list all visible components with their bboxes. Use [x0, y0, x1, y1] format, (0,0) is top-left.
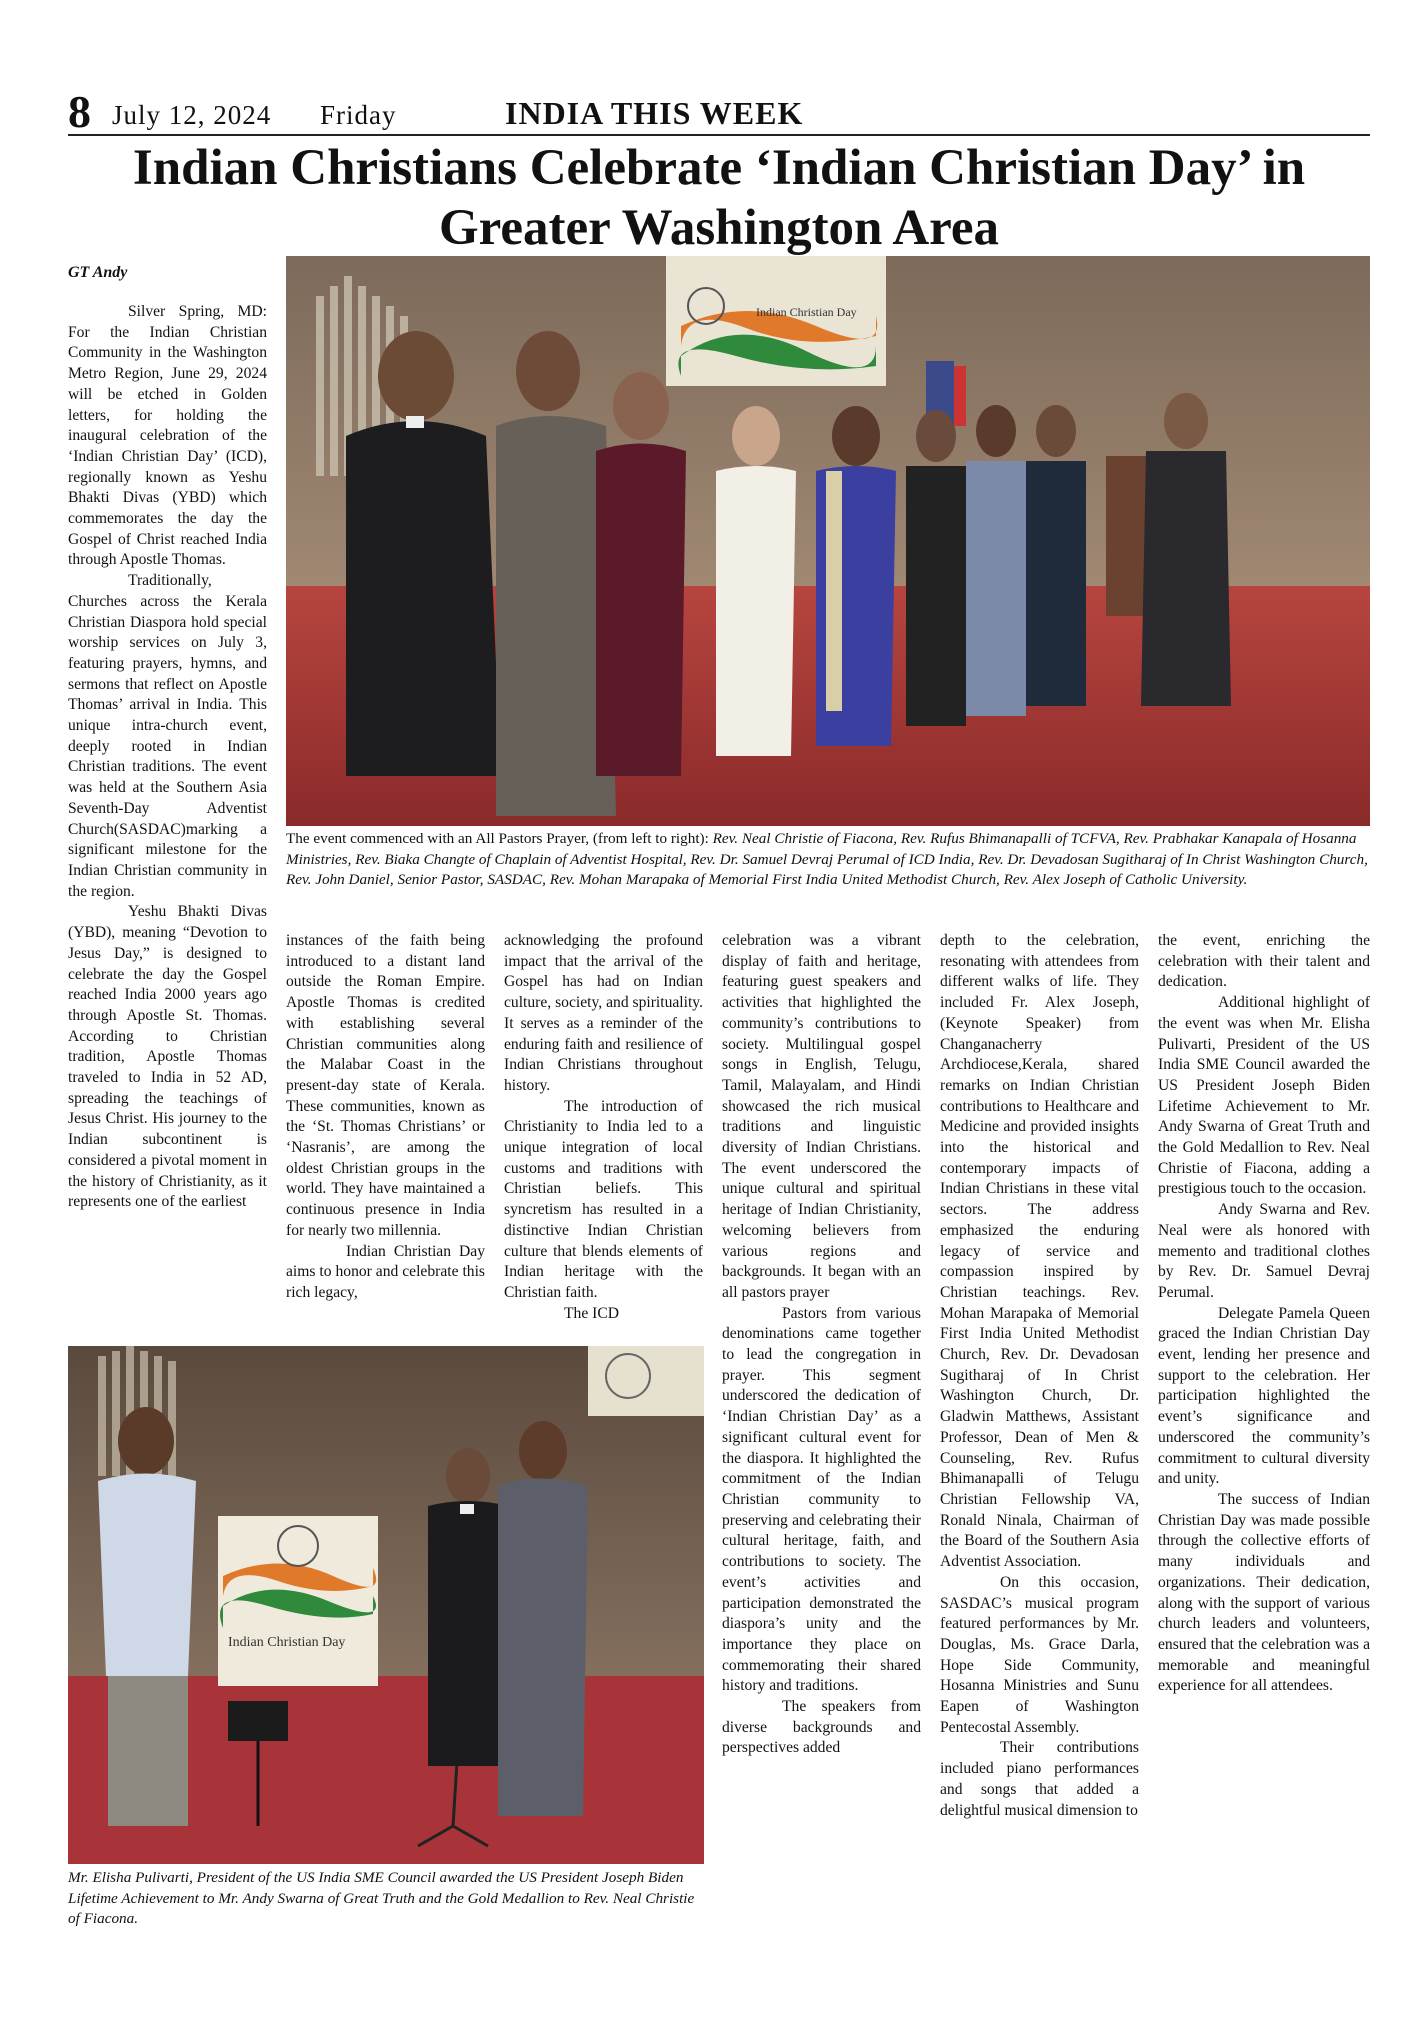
photo-caption-bottom	[68, 1868, 704, 1930]
headline-line-2: Greater Washington Area	[438, 200, 1000, 256]
paragraph: Pastors from various denominations came together to lead the congregation in prayer. This segment underscored the dedication of ‘Indian Christian Day’ as a significant cultural event for the diaspora. It highlighted the commitment of the Indian Christian community to preserving and celebrating their cultural heritage, faith, and contributions to society. The event’s activities and participation demonstrated the diaspora’s unity and the importance they place on commemorating their shared history and traditions.	[722, 1304, 921, 1695]
article-column-6	[1158, 931, 1370, 1697]
paragraph: The speakers from diverse backgrounds and perspectives added	[722, 1698, 921, 1757]
photo-award-presentation	[68, 1346, 704, 1864]
issue-date: July 12, 2024	[112, 100, 272, 130]
paragraph: Delegate Pamela Queen graced the Indian Christian Day event, lending her presence and support to the celebration. Her participation highlighted the event’s significance and underscored the community’s commitment to cultural diversity and unity.	[1158, 1304, 1370, 1488]
paragraph: celebration was a vibrant display of faith and heritage, featuring guest speakers and activities that highlighted the community’s contributions to society. Multilingual gospel songs in English, Telugu, Tamil, Malayalam, and Hindi showcased the rich musical traditions and linguistic diversity of Indian Christians. The event underscored the unique cultural and spiritual heritage of Indian Christianity, welcoming believers from various regions and backgrounds. It began with an all pastors prayer	[722, 932, 921, 1301]
caption-lead: The event commenced with an All Pastors Prayer, (from left to right):	[286, 830, 713, 847]
banner-text: Indian Christian Day	[228, 1635, 346, 1650]
photo-caption-top	[286, 829, 1370, 891]
issue-day: Friday	[320, 100, 397, 130]
caption-names: Rev. Neal Christie of Fiacona, Rev. Rufus Bhimanapalli of TCFVA, Rev. Prabhakar Kanapala of Hosanna Ministries, Rev. Biaka Changte of Chaplain of Adventist Hospital, Rev. Dr. Samuel Devraj Perumal of ICD India, Rev. Dr. Devadosan Sugitharaj of In Christ Washington Church, Rev. John Daniel, Senior Pastor, SASDAC, Rev. Mohan Marapaka of Memorial First India United Methodist Church, Rev. Alex Joseph of Catholic University.	[286, 830, 1368, 888]
masthead: INDIA THIS WEEK	[505, 95, 804, 131]
paragraph: the event, enriching the celebration with their talent and dedication.	[1158, 932, 1370, 991]
headline-line-1: Indian Christians Celebrate ‘Indian Christian Day’ in	[132, 140, 1306, 196]
headline	[68, 138, 1370, 258]
paragraph: Silver Spring, MD: For the Indian Christian Community in the Washington Metro Region, June 29, 2024 will be etched in Golden letters, for holding the inaugural celebration of the ‘Indian Christian Day’ (ICD), regionally known as Yeshu Bhakti Divas (YBD) which commemorates the day the Gospel of Christ reached India through Apostle Thomas.	[68, 303, 267, 569]
article-column-3	[504, 931, 703, 1324]
paragraph: On this occasion, SASDAC’s musical program featured performances by Mr. Douglas, Ms. Grace Darla, Hope Side Community, Hosanna Ministries and Sunu Eapen of Washington Pentecostal Assembly.	[940, 1573, 1139, 1736]
photo-pastors-prayer	[286, 256, 1370, 826]
article-column-5	[940, 931, 1139, 1821]
paragraph: Additional highlight of the event was when Mr. Elisha Pulivarti, President of the US India SME Council awarded the US President Joseph Biden Lifetime Achievement to Mr. Andy Swarna of Great Truth and the Gold Medallion to Rev. Neal Christie of Fiacona, adding a prestigious touch to the occasion.	[1158, 994, 1370, 1198]
paragraph: Andy Swarna and Rev. Neal were als honored with memento and traditional clothes by Rev. Dr. Samuel Devraj Perumal.	[1158, 1201, 1370, 1301]
paragraph: The introduction of Christianity to India led to a unique integration of local customs and traditions with Christian beliefs. This syncretism has resulted in a distinctive Indian Christian culture that blends elements of Indian heritage with the Christian faith.	[504, 1097, 703, 1301]
paragraph: Traditionally, Churches across the Kerala Christian Diaspora hold special worship services on July 3, featuring prayers, hymns, and sermons that reflect on Apostle Thomas’ arrival in India. This unique intra-church event, deeply rooted in Indian Christian traditions. The event was held at the Southern Asia Seventh-Day Adventist Church(SASDAC)marking a significant milestone for the Indian Christian community in the region.	[68, 572, 267, 900]
paragraph: Their contributions included piano performances and songs that added a delightful musical dimension to	[940, 1739, 1139, 1819]
paragraph: The ICD	[564, 1304, 619, 1322]
paragraph: instances of the faith being introduced to a distant land outside the Roman Empire. Apostle Thomas is credited with establishing several Christian communities along the Malabar Coast in the present-day state of Kerala. These communities, known as the ‘St. Thomas Christians’ or ‘Nasranis’, are among the oldest Christian groups in the world. They have maintained a continuous presence in India for nearly two millennia.	[286, 932, 485, 1239]
paragraph: Indian Christian Day aims to honor and celebrate this rich legacy,	[286, 1242, 485, 1301]
paragraph: Yeshu Bhakti Divas (YBD), meaning “Devotion to Jesus Day,” is designed to celebrate the day the Gospel reached India 2000 years ago through Apostle St. Thomas. According to Christian tradition, Apostle Thomas traveled to India in 52 AD, spreading the teachings of Jesus Christ. His journey to the Indian subcontinent is considered a pivotal moment in the history of Christianity, as it represents one of the earliest	[68, 903, 267, 1211]
paragraph: depth to the celebration, resonating with attendees from different walks of life. They included Fr. Alex Joseph, (Keynote Speaker) from Changanacherry Archdiocese,Kerala, shared remarks on Indian Christian contributions to Healthcare and Medicine and provided insights into the historical and contemporary impacts of Indian Christians in these vital sectors. The address emphasized the enduring legacy of service and compassion inspired by Christian teachings. Rev. Mohan Marapaka of Memorial First India United Methodist Church, Rev. Dr. Devadosan Sugitharaj of In Christ Washington Church, Dr. Gladwin Matthews, Assistant Professor, Dean of Men & Counseling, Rev. Rufus Bhimanapalli of Telugu Christian Fellowship VA, Ronald Ninala, Chairman of the Board of the Southern Asia Adventist Association.	[940, 932, 1139, 1571]
paragraph: The success of Indian Christian Day was made possible through the collective efforts of many individuals and organizations. Their dedication, along with the support of various church leaders and volunteers, ensured that the celebration was a memorable and meaningful experience for all attendees.	[1158, 1490, 1370, 1695]
article-column-4	[722, 931, 921, 1759]
page-number: 8	[68, 86, 91, 137]
article-column-1	[68, 302, 267, 1213]
paragraph: acknowledging the profound impact that the arrival of the Gospel has had on Indian culture, society, and spirituality. It serves as a reminder of the enduring faith and resilience of Indian Christians throughout history.	[504, 932, 703, 1094]
article-column-2	[286, 931, 485, 1304]
screen-text: Indian Christian Day	[756, 305, 857, 319]
caption-award: Mr. Elisha Pulivarti, President of the US India SME Council awarded the US President Joseph Biden Lifetime Achievement to Mr. Andy Swarna of Great Truth and the Gold Medallion to Rev. Neal Christie of Fiacona.	[68, 1869, 695, 1927]
header-rule	[68, 134, 1370, 136]
byline: GT Andy	[68, 264, 128, 281]
